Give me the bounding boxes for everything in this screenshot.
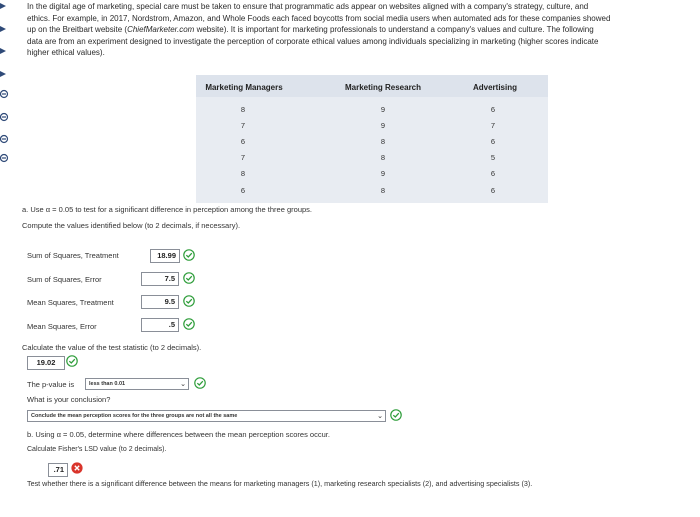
lsd-test-instruction: Test whether there is a significant difference between the means for marketing managers (1), marketing research specialists (2), and advertising specialists (3). (27, 479, 533, 488)
correct-check-icon (66, 355, 78, 367)
gutter-marker-icon (0, 48, 7, 54)
table-cell: 8 (240, 105, 246, 114)
gutter-marker-icon (0, 3, 7, 9)
ms-treatment-label: Mean Squares, Treatment (27, 298, 114, 307)
progress-dot-icon[interactable] (0, 89, 10, 101)
table-cell: 8 (240, 169, 246, 178)
ss-treatment-label: Sum of Squares, Treatment (27, 251, 119, 260)
table-cell: 7 (240, 121, 246, 130)
intro-line: up on the Breitbart website (ChiefMarketer.com website). It is important for marketing professionals to understand a company's values and culture. The following (27, 25, 594, 35)
correct-check-icon (194, 377, 206, 389)
table-cell: 6 (490, 105, 496, 114)
table-cell: 7 (490, 121, 496, 130)
table-cell: 6 (490, 186, 496, 195)
ms-treatment-input[interactable]: 9.5 (141, 295, 179, 309)
col-header-advertising: Advertising (472, 83, 517, 92)
progress-dot-icon[interactable] (0, 153, 10, 165)
table-cell: 9 (380, 121, 386, 130)
lsd-input[interactable]: .71 (48, 463, 68, 477)
ss-treatment-input[interactable]: 18.99 (150, 249, 180, 263)
conclusion-prompt: What is your conclusion? (27, 395, 111, 404)
test-stat-prompt: Calculate the value of the test statistic (to 2 decimals). (22, 343, 202, 352)
table-cell: 9 (380, 169, 386, 178)
chevron-down-icon: ⌄ (180, 381, 186, 388)
intro-line: ethics. For example, in 2017, Nordstrom, Amazon, and Whole Foods each faced boycotts from social media users when automated ads for these companies showed (27, 13, 611, 23)
table-cell: 5 (490, 153, 496, 162)
incorrect-x-icon (71, 462, 83, 474)
gutter-marker-icon (0, 71, 7, 77)
correct-check-icon (390, 409, 402, 421)
data-table (196, 75, 548, 203)
table-cell: 6 (490, 169, 496, 178)
table-cell: 8 (380, 137, 386, 146)
p-value-label: The p-value is (27, 380, 75, 389)
correct-check-icon (183, 295, 195, 307)
correct-check-icon (183, 249, 195, 261)
table-cell: 8 (380, 186, 386, 195)
ss-error-label: Sum of Squares, Error (27, 275, 102, 284)
question-intro (27, 1, 692, 59)
part-b-prompt: b. Using α = 0.05, determine where differences between the mean perception scores occur. (27, 430, 330, 439)
table-cell: 7 (240, 153, 246, 162)
table-cell: 6 (240, 186, 246, 195)
table-cell: 9 (380, 105, 386, 114)
gutter-marker-icon (0, 26, 7, 32)
test-stat-input[interactable]: 19.02 (27, 356, 65, 370)
ms-error-label: Mean Squares, Error (27, 322, 97, 331)
left-gutter (0, 0, 12, 517)
table-cell: 6 (490, 137, 496, 146)
table-cell: 8 (380, 153, 386, 162)
intro-line: data are from an experiment designed to investigate the perception of corporate ethical values among individuals specializing in marketing (higher scores indicate (27, 36, 599, 46)
chevron-down-icon: ⌄ (377, 413, 383, 420)
ss-error-input[interactable]: 7.5 (141, 272, 179, 286)
intro-line: higher ethical values). (27, 48, 105, 58)
progress-dot-icon[interactable] (0, 134, 10, 146)
col-header-research: Marketing Research (344, 83, 422, 92)
conclusion-select[interactable]: Conclude the mean perception scores for the three groups are not all the same ⌄ (27, 410, 386, 422)
compute-instruction: Compute the values identified below (to 2 decimals, if necessary). (22, 221, 241, 230)
p-value-select[interactable]: less than 0.01 ⌄ (85, 378, 189, 390)
part-a-prompt: a. Use α = 0.05 to test for a significant difference in perception among the three groups. (22, 205, 312, 214)
correct-check-icon (183, 318, 195, 330)
table-cell: 6 (240, 137, 246, 146)
col-header-managers: Marketing Managers (205, 83, 283, 92)
lsd-prompt: Calculate Fisher's LSD value (to 2 decimals). (27, 446, 167, 453)
ms-error-input[interactable]: .5 (141, 318, 179, 332)
table-body (196, 97, 548, 203)
progress-dot-icon[interactable] (0, 112, 10, 124)
correct-check-icon (183, 272, 195, 284)
intro-line: In the digital age of marketing, special care must be taken to ensure that programmatic ads appear on websites aligned with a company's strategy, culture, and (27, 2, 589, 11)
